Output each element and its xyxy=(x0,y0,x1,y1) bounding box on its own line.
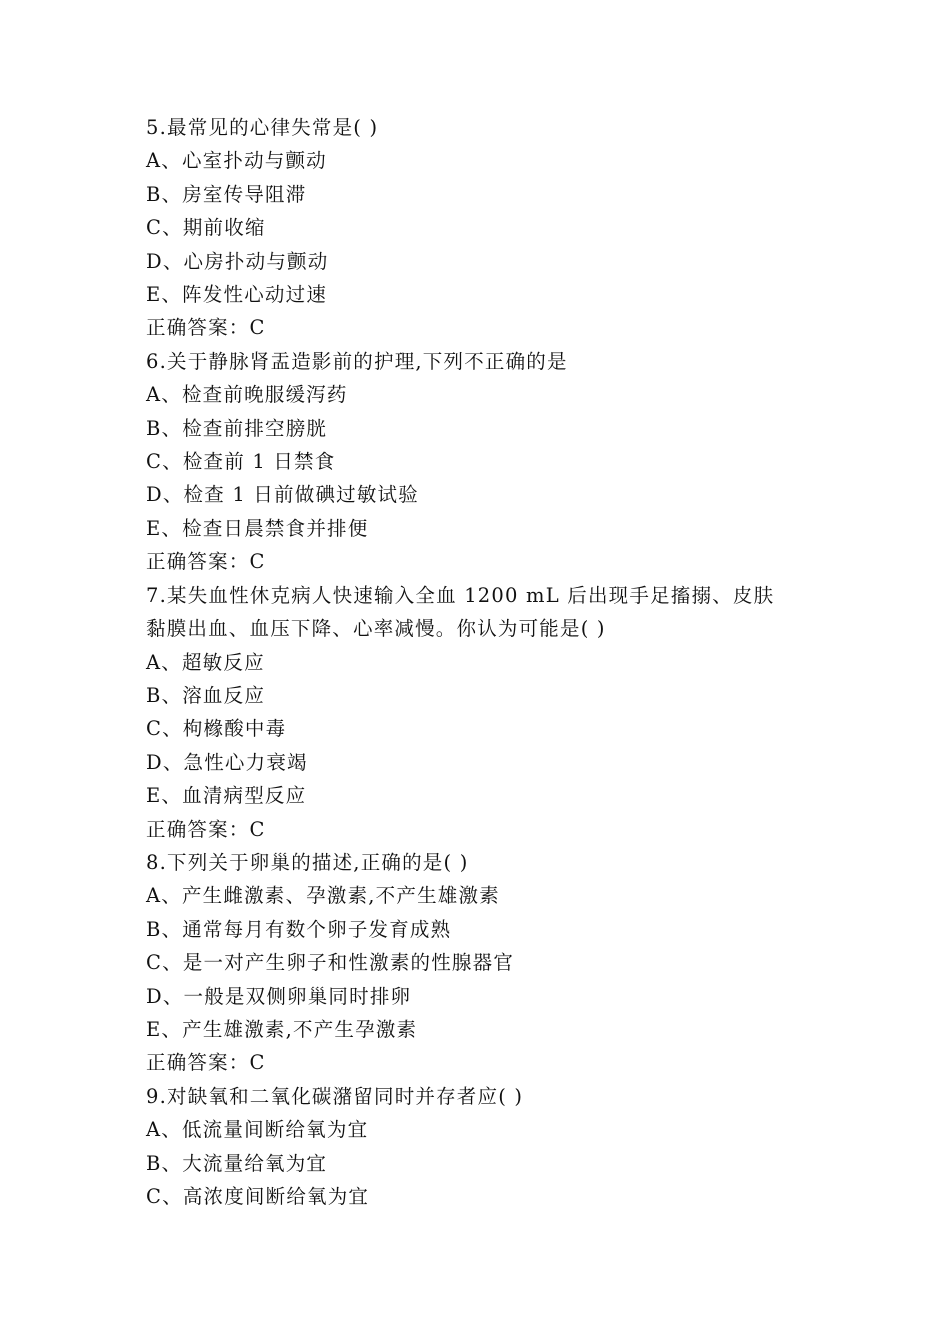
option-d: D、检查 1 日前做碘过敏试验 xyxy=(146,483,419,507)
option-e: E、血清病型反应 xyxy=(146,784,307,808)
answer: 正确答案：C xyxy=(146,316,266,340)
question-stem: 8.下列关于卵巢的描述,正确的是( ) xyxy=(146,850,469,874)
question-7 xyxy=(146,579,836,846)
option-b: B、大流量给氧为宜 xyxy=(146,1151,328,1175)
option-d: D、急性心力衰竭 xyxy=(146,750,308,774)
option-b: B、检查前排空膀胱 xyxy=(146,416,328,440)
option-d: D、心房扑动与颤动 xyxy=(146,249,329,273)
option-d: D、一般是双侧卵巢同时排卵 xyxy=(146,984,412,1008)
answer: 正确答案：C xyxy=(146,1051,266,1075)
question-stem: 9.对缺氧和二氧化碳潴留同时并存者应( ) xyxy=(146,1084,524,1108)
question-8 xyxy=(146,846,836,1080)
question-stem: 6.关于静脉肾盂造影前的护理,下列不正确的是 xyxy=(146,349,568,373)
option-e: E、检查日晨禁食并排便 xyxy=(146,516,369,540)
option-a: A、超敏反应 xyxy=(146,650,265,674)
option-a: A、产生雌激素、孕激素,不产生雄激素 xyxy=(146,884,500,908)
option-e: E、阵发性心动过速 xyxy=(146,283,328,307)
option-a: A、低流量间断给氧为宜 xyxy=(146,1118,369,1142)
option-c: C、是一对产生卵子和性激素的性腺器官 xyxy=(146,951,515,975)
option-b: B、房室传导阻滞 xyxy=(146,182,307,206)
document-page xyxy=(146,111,836,1213)
question-6 xyxy=(146,345,836,579)
option-e: E、产生雄激素,不产生孕激素 xyxy=(146,1017,418,1041)
answer: 正确答案：C xyxy=(146,550,266,574)
option-a: A、心室扑动与颤动 xyxy=(146,149,327,173)
answer: 正确答案：C xyxy=(146,817,266,841)
option-c: C、期前收缩 xyxy=(146,216,266,240)
question-stem: 5.最常见的心律失常是( ) xyxy=(146,116,379,139)
question-5 xyxy=(146,111,836,345)
question-stem-line-1: 7.某失血性休克病人快速输入全血 1200 mL 后出现手足搐搦、皮肤 xyxy=(146,583,775,607)
option-b: B、溶血反应 xyxy=(146,683,266,707)
option-c: C、高浓度间断给氧为宜 xyxy=(146,1185,370,1208)
question-stem-line-2: 黏膜出血、血压下降、心率减慢。你认为可能是( ) xyxy=(146,617,606,641)
option-c: C、检查前 1 日禁食 xyxy=(146,450,336,474)
option-a: A、检查前晚服缓泻药 xyxy=(146,383,348,407)
question-9 xyxy=(146,1080,836,1214)
option-b: B、通常每月有数个卵子发育成熟 xyxy=(146,917,452,941)
option-c: C、枸橼酸中毒 xyxy=(146,717,287,741)
